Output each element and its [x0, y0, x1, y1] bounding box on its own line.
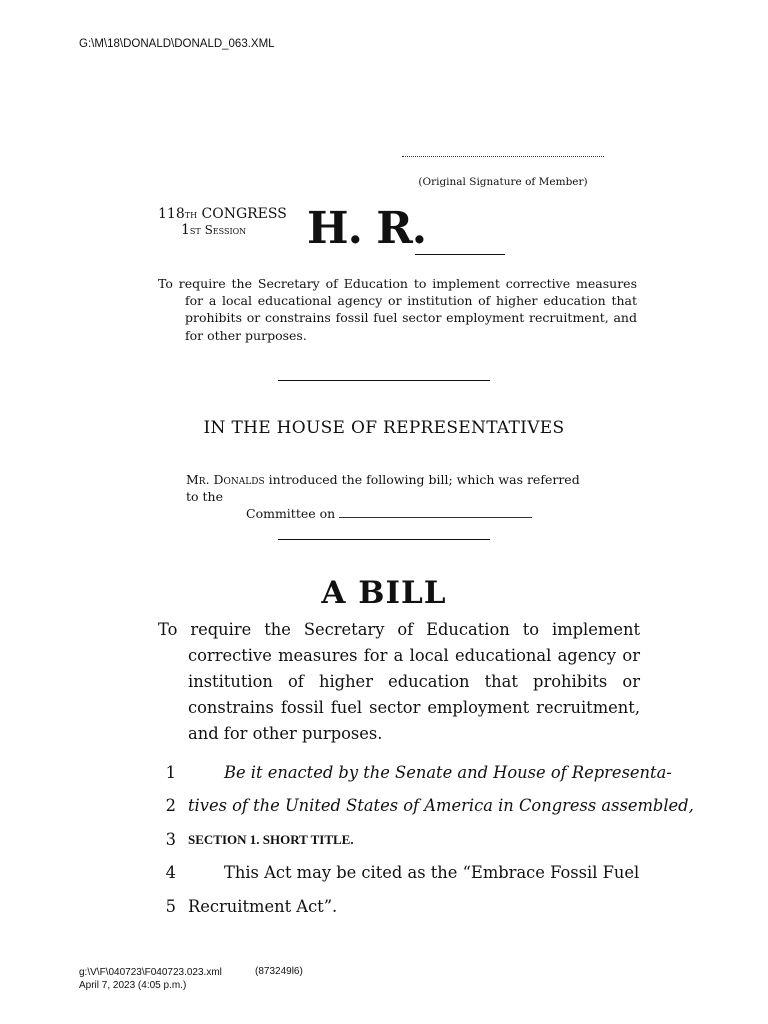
line-number: 4 [165, 863, 176, 882]
introduction-text: introduced the following bill; which was referred to the [186, 472, 580, 504]
congress-ordinal: th [184, 208, 198, 221]
session-word: Session [204, 223, 247, 237]
line-number: 3 [165, 830, 176, 849]
congress-num: 118 [158, 206, 185, 222]
bill-number-blank [415, 254, 505, 255]
footer-code: (873249l6) [255, 966, 303, 977]
section-heading: SECTION 1. SHORT TITLE. [188, 832, 354, 847]
session-ordinal: st [189, 223, 201, 237]
bill-number-label: H. R. [307, 203, 427, 254]
signature-line [402, 156, 604, 157]
bill-line [158, 793, 694, 819]
signature-caption: (Original Signature of Member) [418, 176, 588, 188]
committee-blank [339, 505, 532, 518]
bill-line [158, 760, 672, 786]
section-text: This Act may be cited as the “Embrace Fossil Fuel [224, 863, 640, 882]
section-text: Recruitment Act”. [188, 897, 338, 916]
congress-word: CONGRESS [201, 206, 287, 222]
session-label [181, 222, 246, 238]
divider-rule [278, 539, 490, 540]
bill-line [158, 894, 610, 920]
line-number: 5 [165, 897, 176, 916]
line-number: 1 [165, 763, 176, 782]
divider-rule [278, 380, 490, 381]
file-path-header: G:\M\18\DONALD\DONALD_063.XML [79, 38, 275, 50]
session-num: 1 [181, 222, 190, 238]
footer-file-info [79, 966, 222, 992]
bill-line [158, 827, 610, 853]
introduction-paragraph [186, 471, 586, 522]
long-purpose: To require the Secretary of Education to implement corrective measures for a local educational agency or institution of higher education that prohibits or constrains fossil fuel sector employment recruitment, and for other purposes. [158, 620, 640, 743]
bill-line [158, 860, 640, 886]
committee-text: Committee on [246, 506, 340, 521]
enacting-clause: Be it enacted by the Senate and House of Representa- [224, 763, 672, 782]
short-purpose: To require the Secretary of Education to implement corrective measures for a local educational agency or institution of higher education that prohibits or constrains fossil fuel sector employment recruitment, and for other purposes. [158, 276, 637, 343]
congress-number [158, 206, 287, 223]
sponsor-name: Mr. Donalds [186, 472, 265, 487]
footer-file: g:\V\F\040723\F040723.023.xml [79, 967, 222, 978]
house-heading: IN THE HOUSE OF REPRESENTATIVES [203, 418, 565, 438]
enacting-clause: tives of the United States of America in Congress assembled, [188, 796, 694, 815]
footer-date: April 7, 2023 (4:05 p.m.) [79, 980, 187, 991]
line-number: 2 [165, 796, 176, 815]
bill-heading: A BILL [321, 575, 447, 611]
